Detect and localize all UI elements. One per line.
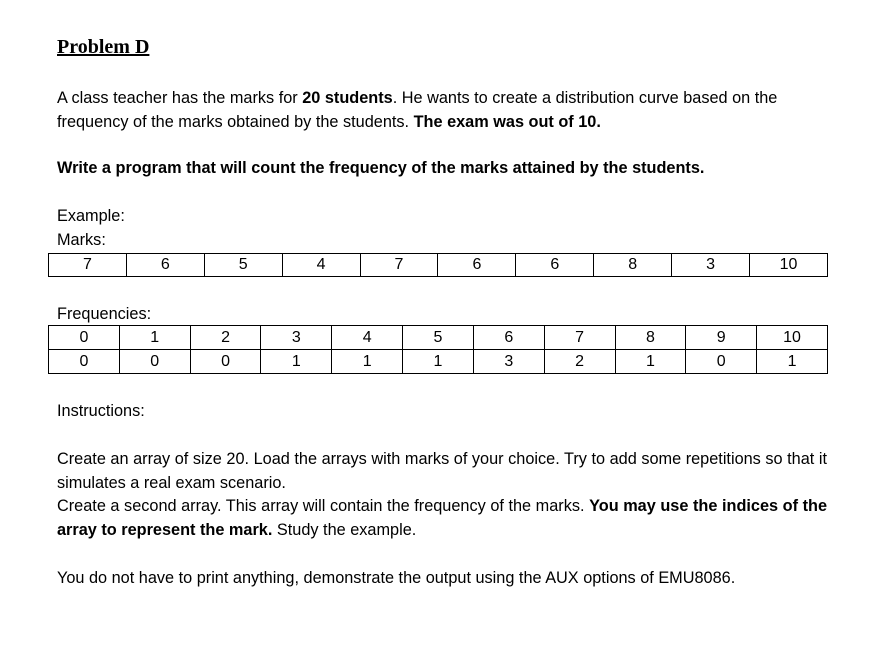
mark-cell: 3 <box>672 254 750 277</box>
frequency-cell: 1 <box>261 350 332 374</box>
index-cell: 0 <box>49 326 120 350</box>
frequencies-table <box>48 325 828 374</box>
index-cell: 10 <box>757 326 828 350</box>
instruction-bold-indices: You may use the indices of the array to represent the mark. <box>57 497 828 539</box>
marks-table <box>48 253 828 277</box>
frequency-cell: 1 <box>332 350 403 374</box>
frequency-cell: 1 <box>757 350 828 374</box>
frequency-cell: 0 <box>49 350 120 374</box>
table-row <box>49 350 828 374</box>
mark-cell: 5 <box>204 254 282 277</box>
index-cell: 6 <box>473 326 544 350</box>
frequency-cell: 2 <box>544 350 615 374</box>
frequency-cell: 1 <box>403 350 474 374</box>
instruction-text-3: Study the example. <box>272 520 417 539</box>
description-text-1: A class teacher has the marks for <box>57 89 303 107</box>
frequency-cell: 1 <box>615 350 686 374</box>
instructions-text <box>57 448 827 542</box>
table-row <box>49 254 828 277</box>
page-title: Problem D <box>57 36 150 58</box>
problem-description <box>57 87 827 134</box>
index-cell: 4 <box>332 326 403 350</box>
index-cell: 7 <box>544 326 615 350</box>
mark-cell: 10 <box>750 254 828 277</box>
mark-cell: 4 <box>282 254 360 277</box>
description-bold-exam: The exam was out of 10. <box>413 112 601 131</box>
index-cell: 9 <box>686 326 757 350</box>
index-cell: 8 <box>615 326 686 350</box>
mark-cell: 7 <box>360 254 438 277</box>
index-cell: 1 <box>119 326 190 350</box>
instructions-label: Instructions: <box>57 402 145 420</box>
frequencies-label: Frequencies: <box>57 305 152 323</box>
frequency-cell: 0 <box>119 350 190 374</box>
description-bold-students: 20 students <box>302 89 393 107</box>
output-note: You do not have to print anything, demonstrate the output using the AUX options of EMU8086. <box>57 569 736 587</box>
mark-cell: 7 <box>49 254 127 277</box>
marks-label: Marks: <box>57 231 106 249</box>
mark-cell: 8 <box>594 254 672 277</box>
table-row <box>49 326 828 350</box>
instruction-line-2 <box>57 495 827 542</box>
index-cell: 5 <box>403 326 474 350</box>
instruction-line-1: Create an array of size 20. Load the arrays with marks of your choice. Try to add some repetitions so that it simulates a real exam scenario. <box>57 450 827 492</box>
task-statement: Write a program that will count the frequency of the marks attained by the students. <box>57 159 705 177</box>
mark-cell: 6 <box>516 254 594 277</box>
description-text-2: . He wants to create a distribution curve based on the frequency of the marks obtained by the students. <box>57 89 778 131</box>
frequency-cell: 0 <box>190 350 261 374</box>
index-cell: 3 <box>261 326 332 350</box>
frequency-cell: 0 <box>686 350 757 374</box>
example-label: Example: <box>57 207 125 225</box>
mark-cell: 6 <box>126 254 204 277</box>
index-cell: 2 <box>190 326 261 350</box>
instruction-text-2: Create a second array. This array will contain the frequency of the marks. <box>57 497 590 515</box>
frequency-cell: 3 <box>473 350 544 374</box>
mark-cell: 6 <box>438 254 516 277</box>
